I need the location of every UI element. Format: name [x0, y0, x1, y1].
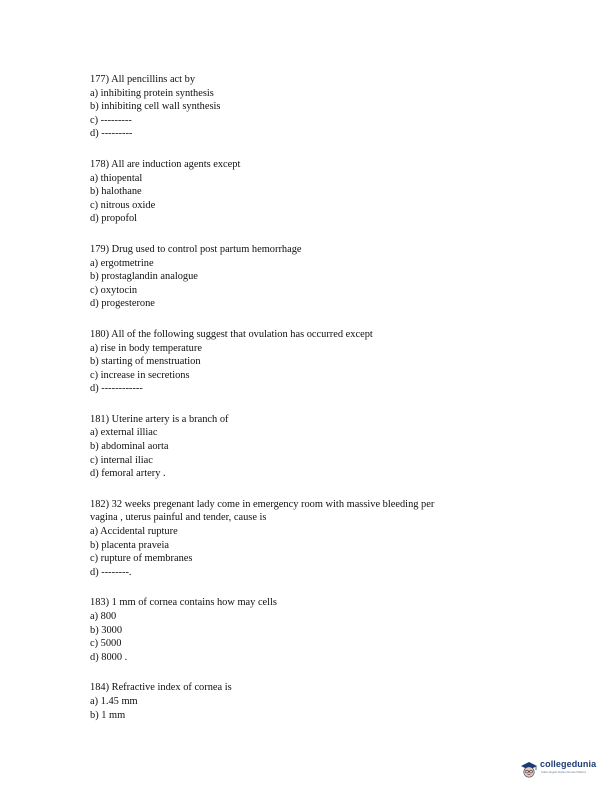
option-a: a) rise in body temperature — [90, 342, 202, 354]
option-a: a) inhibiting protein synthesis — [90, 87, 214, 99]
option-c: c) nitrous oxide — [90, 199, 156, 211]
question-stem: 178) All are induction agents except — [90, 158, 241, 170]
option-b: b) prostaglandin analogue — [90, 271, 198, 283]
option-d: d) propofol — [90, 213, 138, 225]
question-stem: 179) Drug used to control post partum hemorrhage — [90, 243, 302, 255]
option-a: a) 1.45 mm — [90, 695, 138, 707]
question-stem: 177) All pencillins act by — [90, 74, 196, 85]
question-179 — [90, 243, 530, 311]
question-stem-continued: vagina , uterus painful and tender, cause is — [90, 512, 267, 524]
option-a: a) thiopental — [90, 172, 143, 184]
question-177 — [90, 73, 530, 141]
question-stem: 183) 1 mm of cornea contains how may cells — [90, 597, 277, 609]
option-c: c) oxytocin — [90, 284, 138, 296]
question-182 — [90, 498, 530, 580]
option-a: a) Accidental rupture — [90, 526, 178, 538]
option-b: b) halothane — [90, 186, 142, 198]
option-c: c) --------- — [90, 114, 132, 126]
question-178 — [90, 158, 530, 226]
question-184 — [90, 681, 530, 722]
option-b: b) 1 mm — [90, 709, 126, 721]
brand-watermark — [519, 756, 603, 784]
brand-name: collegedunia — [540, 759, 597, 769]
option-c: c) internal iliac — [90, 454, 153, 466]
option-c: c) 5000 — [90, 638, 122, 650]
option-b: b) abdominal aorta — [90, 441, 169, 453]
question-stem: 182) 32 weeks pregenant lady come in emergency room with massive bleeding per — [90, 498, 435, 510]
option-b: b) inhibiting cell wall synthesis — [90, 101, 221, 113]
question-stem: 181) Uterine artery is a branch of — [90, 413, 229, 425]
option-c: c) increase in secretions — [90, 369, 190, 381]
option-d: d) progesterone — [90, 298, 155, 310]
option-d: d) 8000 . — [90, 651, 128, 663]
option-d: d) --------- — [90, 128, 133, 140]
option-d: d) --------. — [90, 566, 132, 578]
collegedunia-logo-icon — [519, 759, 539, 779]
question-183 — [90, 596, 530, 664]
question-180 — [90, 328, 530, 396]
question-stem: 184) Refractive index of cornea is — [90, 682, 232, 694]
option-b: b) placenta praveia — [90, 539, 170, 551]
option-b: b) 3000 — [90, 624, 123, 636]
option-a: a) ergotmetrine — [90, 257, 154, 269]
option-d: d) ------------ — [90, 383, 143, 395]
option-d: d) femoral artery . — [90, 468, 166, 480]
question-181 — [90, 413, 530, 481]
question-stem: 180) All of the following suggest that ovulation has occurred except — [90, 328, 373, 340]
brand-tagline: India's largest Student Review Platform — [541, 771, 587, 774]
option-a: a) external illiac — [90, 427, 158, 439]
option-b: b) starting of menstruation — [90, 356, 201, 368]
option-a: a) 800 — [90, 611, 117, 622]
option-c: c) rupture of membranes — [90, 553, 193, 565]
question-list — [90, 73, 530, 739]
